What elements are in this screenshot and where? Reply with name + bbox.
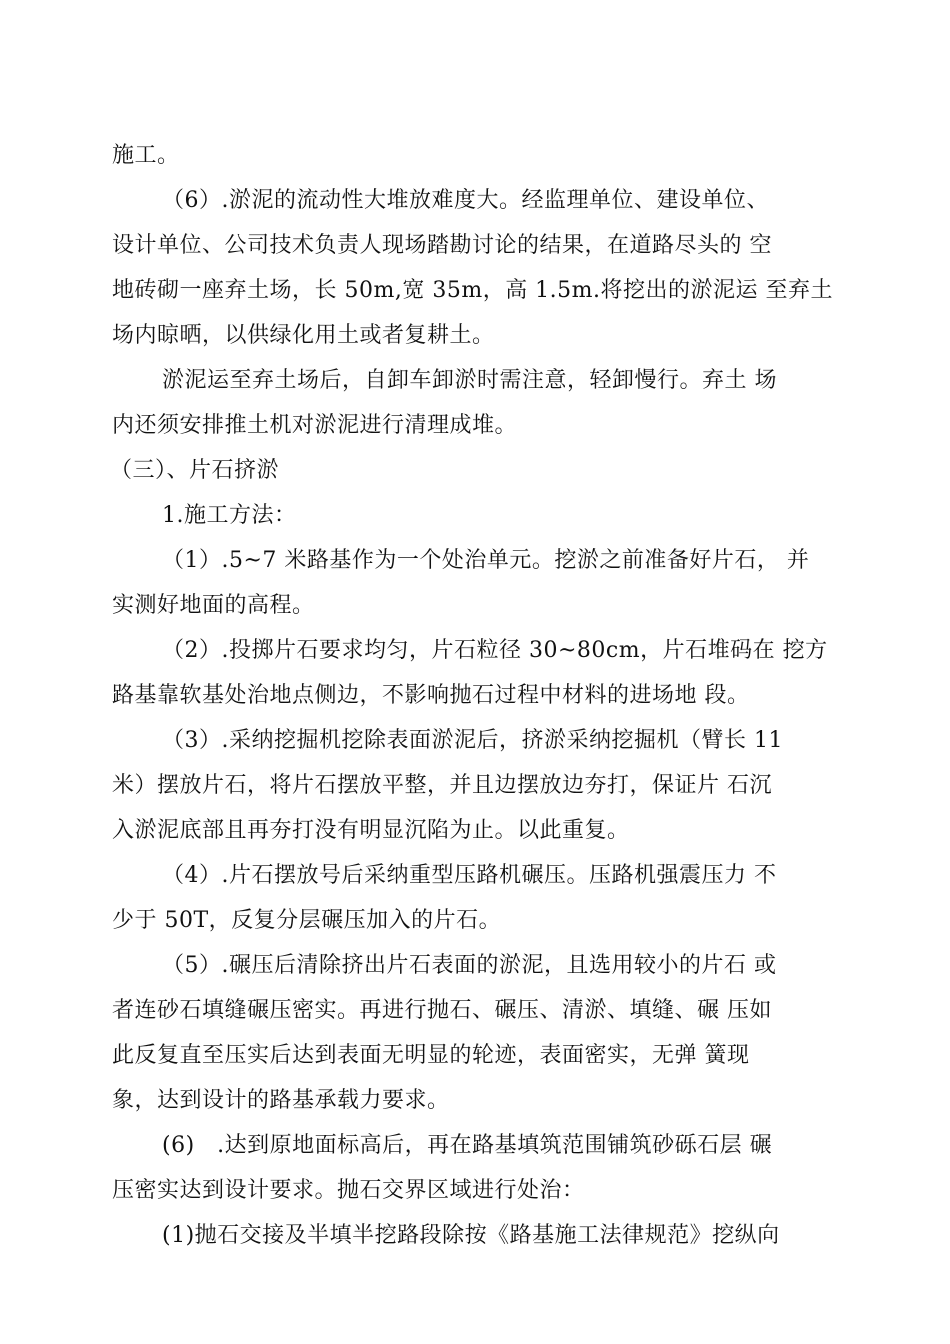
paragraph-line: 路基靠软基处治地点侧边，不影响抛石过程中材料的进场地 段。 <box>112 683 750 708</box>
paragraph-line: （4）.片石摆放号后采纳重型压路机碾压。压路机强震压力 不 <box>162 863 777 888</box>
paragraph-line: 内还须安排推土机对淤泥进行清理成堆。 <box>112 413 518 438</box>
paragraph-line: （3）.采纳挖掘机挖除表面淤泥后，挤淤采纳挖掘机（臂长 11 <box>162 728 783 753</box>
paragraph-line: （6）.淤泥的流动性大堆放难度大。经监理单位、建设单位、 <box>162 188 769 213</box>
paragraph-line: 象，达到设计的路基承载力要求。 <box>112 1088 450 1113</box>
paragraph-line: 地砖砌一座弃土场，长 50m,宽 35m，高 1.5m.将挖出的淤泥运 至弃土 <box>112 278 834 303</box>
paragraph-line: 者连砂石填缝碾压密实。再进行抛石、碾压、清淤、填缝、碾 压如 <box>112 998 772 1023</box>
paragraph-line: （5）.碾压后清除挤出片石表面的淤泥，且选用较小的片石 或 <box>162 953 777 978</box>
subsection-heading: 1.施工方法： <box>162 503 297 528</box>
paragraph-line: (1)抛石交接及半填半挖路段除按《路基施工法律规范》挖纵向 <box>162 1223 780 1248</box>
paragraph-line: 设计单位、公司技术负责人现场踏勘讨论的结果，在道路尽头的 空 <box>112 233 772 258</box>
paragraph-line: 施工。 <box>112 143 180 168</box>
paragraph-line: 少于 50T，反复分层碾压加入的片石。 <box>112 908 502 933</box>
paragraph-line: 此反复直至压实后达到表面无明显的轮迹，表面密实，无弹 簧现 <box>112 1043 750 1068</box>
paragraph-line: 压密实达到设计要求。抛石交界区域进行处治： <box>112 1178 585 1203</box>
paragraph-line: 入淤泥底部且再夯打没有明显沉陷为止。以此重复。 <box>112 818 630 843</box>
paragraph-line: 实测好地面的高程。 <box>112 593 315 618</box>
paragraph-line: (6) .达到原地面标高后，再在路基填筑范围铺筑砂砾石层 碾 <box>162 1133 773 1158</box>
paragraph-line: （2）.投掷片石要求均匀，片石粒径 30~80cm，片石堆码在 挖方 <box>162 638 828 663</box>
paragraph-line: 淤泥运至弃土场后，自卸车卸淤时需注意，轻卸慢行。弃土 场 <box>162 368 777 393</box>
paragraph-line: 米）摆放片石，将片石摆放平整，并且边摆放边夯打，保证片 石沉 <box>112 773 772 798</box>
section-heading: （三）、片石挤淤 <box>110 458 280 483</box>
paragraph-line: 场内晾晒，以供绿化用土或者复耕土。 <box>112 323 495 348</box>
paragraph-line: （1）.5~7 米路基作为一个处治单元。挖淤之前准备好片石， 并 <box>162 548 810 573</box>
